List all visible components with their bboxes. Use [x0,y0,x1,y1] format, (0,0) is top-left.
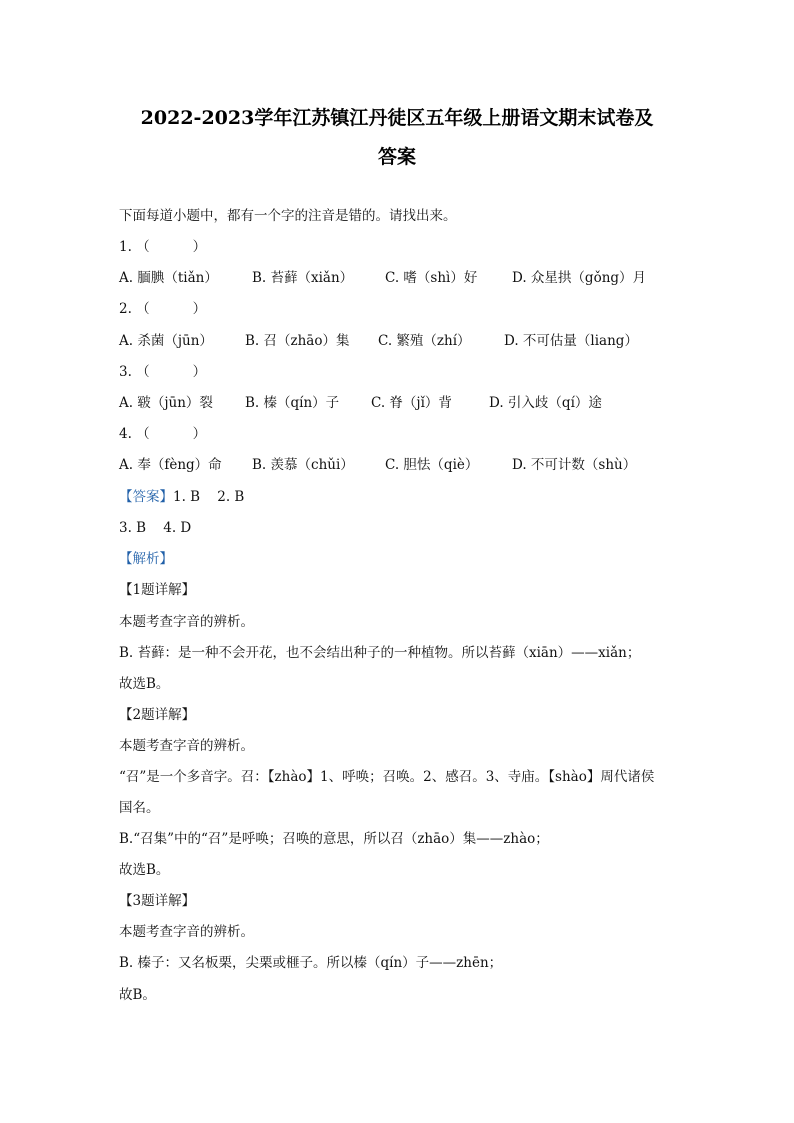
question-4-option-d: D. 不可计数（shù） [512,457,637,473]
section-2-heading: 【2题详解】 [119,707,196,723]
section-1-line-1: 本题考查字音的辨析。 [119,614,254,630]
section-2-line-3: 国名。 [119,800,160,816]
section-3-line-1: 本题考查字音的辨析。 [119,924,254,940]
section-2-line-2: “召”是一个多音字。召：【zhào】1、呼唤；召唤。2、感召。3、寺庙。【shào】周代诸侯 [119,769,655,785]
question-4-option-c: C. 胆怯（qiè） [385,457,479,473]
page-title-line-2: 答案 [377,146,416,168]
question-2-option-d: D. 不可估量（liang） [504,333,638,349]
question-1-option-b: B. 苔藓（xiǎn） [252,270,354,286]
instruction-text: 下面每道小题中，都有一个字的注音是错的。请找出来。 [119,208,457,224]
question-4-option-a: A. 奉（fèng）命 [119,457,222,473]
question-2-stem: 2. （ ） [119,301,207,317]
answer-values-1: 1. B 2. B [173,489,245,505]
question-1-stem: 1. （ ） [119,239,207,255]
section-1-line-3: 故选B。 [119,676,170,692]
question-3-option-c: C. 脊（jǐ）背 [371,395,452,411]
question-3-option-d: D. 引入歧（qí）途 [489,395,602,411]
section-3-line-2: B. 榛子：又名板栗，尖栗或榧子。所以榛（qín）子——zhēn； [119,955,503,971]
page-title-line-1: 2022-2023学年江苏镇江丹徒区五年级上册语文期末试卷及 [140,107,654,129]
answer-label: 【答案】 [119,489,173,505]
answer-values-2: 3. B 4. D [119,520,192,536]
answer-row-1 [119,487,719,507]
question-2-option-b: B. 召（zhāo）集 [245,333,350,349]
section-3-line-3: 故B。 [119,987,156,1003]
question-3-option-b: B. 榛（qín）子 [245,395,340,411]
question-1-option-d: D. 众星拱（gǒng）月 [512,270,647,286]
section-1-heading: 【1题详解】 [119,582,196,598]
question-4-option-b: B. 羡慕（chǔi） [252,457,354,473]
question-2-option-c: C. 繁殖（zhí） [378,333,471,349]
section-2-line-4: B.“召集”中的“召”是呼唤；召唤的意思，所以召（zhāo）集——zhào； [119,831,549,847]
section-2-line-1: 本题考查字音的辨析。 [119,738,254,754]
section-2-line-5: 故选B。 [119,862,170,878]
question-1-option-c: C. 嗜（shì）好 [385,270,478,286]
question-3-option-a: A. 皲（jūn）裂 [119,395,213,411]
question-2-option-a: A. 杀菌（jūn） [119,333,213,349]
section-1-line-2: B. 苔藓：是一种不会开花，也不会结出种子的一种植物。所以苔藓（xiān）——xiǎn； [119,645,641,661]
analysis-label: 【解析】 [119,551,173,567]
question-3-stem: 3. （ ） [119,364,207,380]
section-3-heading: 【3题详解】 [119,893,196,909]
question-4-stem: 4. （ ） [119,426,207,442]
question-1-option-a: A. 腼腆（tiǎn） [119,270,218,286]
